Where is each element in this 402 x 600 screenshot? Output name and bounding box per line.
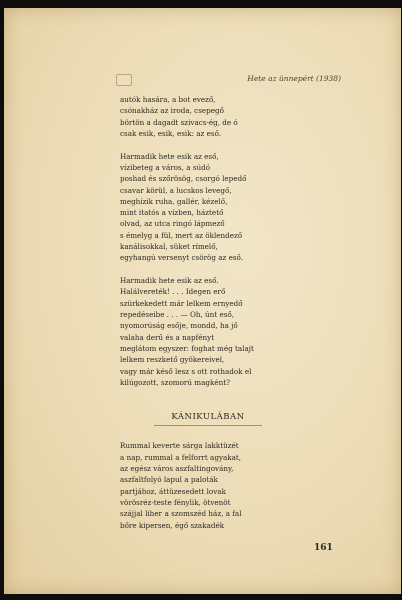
poem-line: szájjal lihег a szomszéd ház, a fal [120,509,242,519]
poem-line: s émelyg a fül, mert az öklendező [120,230,243,240]
page-number: 161 [314,543,333,553]
poem-line: olvad, az utca ringó lápmező [120,219,225,229]
poem-line: vízibeteg a város, a súdó [120,162,211,172]
section-stanza [120,440,300,530]
poem-line: nyomorúság esője, mondd, ha jő [120,321,238,331]
poem-line: Rummal keverte sárga lakktüzét [120,441,239,451]
section-title: KÁNIKULÁBAN [116,412,300,426]
poem-line: vagy már késő lesz s ott rothadok el [120,366,252,376]
poem-line: csak esik, esik, esik: az eső. [120,128,222,138]
poem-line: kilúgozott, szomorú magként? [120,377,230,387]
poem-line: csónakház az iroda, csepegő [120,106,224,116]
poem-line: partjához, áttüzesedett lovak [120,486,226,496]
stanza-1 [120,94,300,139]
poem-line: Harmadik hete esik az eső. [120,276,219,286]
poem-line: vörösréz-teste fénylik, ötvenöt [120,497,231,507]
poem-line: aszfaltfolyó lapul a paloták [120,475,218,485]
poem-line: bőre kipersen, égő szakadék [120,520,225,530]
stanza-3 [120,275,300,388]
running-title: Hete az ünnepért (1938) [247,74,341,83]
poem-line: az egész város aszfaltingovány, [120,464,234,474]
poem-line: csavar körül, a lucskos levegő, [120,185,232,195]
poem-line: repedéseibe . . . — Oh, únt eső, [120,310,235,320]
poem-text [120,94,300,531]
poem-line: autók hasára, a bot evező, [120,95,216,104]
poem-line: poshad és szőrösög, csorgó lepedő [120,174,247,184]
poem-line: kanálisokkal, süket rímelő, [120,242,218,252]
page-stain [116,74,132,86]
poem-line: szürkekedett már lelkem ernyedő [120,298,243,308]
stanza-2 [120,151,300,264]
poem-line: Harmadik hete esik az eső, [120,151,219,161]
poem-line: a nap, rummal a felforrt agyakat, [120,452,242,462]
poem-line: mint itatós a vízben, háztető [120,208,224,218]
poem-line: börtön a dagadt szivacs-ég, de ó [120,117,238,127]
poem-line: egyhangú versenyt csörög az eső. [120,253,244,263]
poem-line: meglátom egyszer: foghat még talajt [120,343,254,353]
poem-line: meghízik ruha, gallér, kézelő, [120,196,228,206]
poem-line: Halálvereték! . . . Idegen erő [120,287,226,297]
poem-line: valaha derű és a napfényt [120,332,215,342]
book-page [4,8,401,594]
poem-line: lelkem reszkető gyökereivel, [120,355,225,365]
